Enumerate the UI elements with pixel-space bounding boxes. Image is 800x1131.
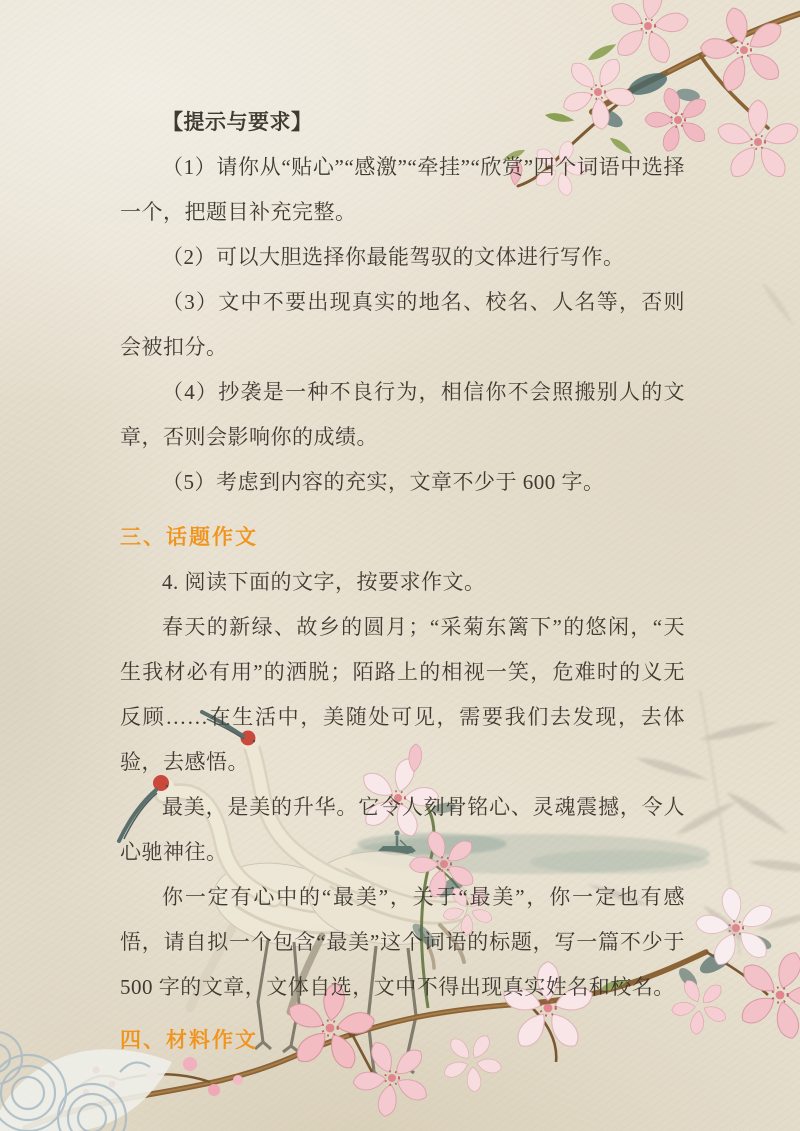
hint-item-4: （4）抄袭是一种不良行为，相信你不会照搬别人的文章，否则会影响你的成绩。 xyxy=(120,380,685,449)
topic-paragraph-3: 你一定有心中的“最美”，关于“最美”，你一定也有感悟，请自拟一个包含“最美”这个词语的标题，写一篇不少于 500 字的文章，文体自选，文中不得出现真实姓名和校名。 xyxy=(120,885,685,999)
topic-paragraph-1: 春天的新绿、故乡的圆月；“采菊东篱下”的悠闲，“天生我材必有用”的洒脱；陌路上的相视一笑，危难时的义无反顾……在生活中，美随处可见，需要我们去发现，去体验，去感悟。 xyxy=(120,615,685,774)
hint-item-1: （1）请你从“贴心”“感激”“牵挂”“欣赏”四个词语中选择一个，把题目补充完整。 xyxy=(120,155,685,224)
hint-item-5: （5）考虑到内容的充实，文章不少于 600 字。 xyxy=(162,470,605,494)
section-heading-material: 四、材料作文 xyxy=(120,1028,258,1052)
document-text-block xyxy=(120,100,685,1063)
hints-title: 【提示与要求】 xyxy=(162,110,313,134)
topic-paragraph-2: 最美，是美的升华。它令人刻骨铭心、灵魂震撼，令人心驰神往。 xyxy=(120,795,685,864)
hint-item-3: （3）文中不要出现真实的地名、校名、人名等，否则会被扣分。 xyxy=(120,290,685,359)
topic-intro: 4. 阅读下面的文字，按要求作文。 xyxy=(162,570,486,594)
hint-item-2: （2）可以大胆选择你最能驾驭的文体进行写作。 xyxy=(162,245,625,269)
section-heading-topic: 三、话题作文 xyxy=(120,525,258,549)
